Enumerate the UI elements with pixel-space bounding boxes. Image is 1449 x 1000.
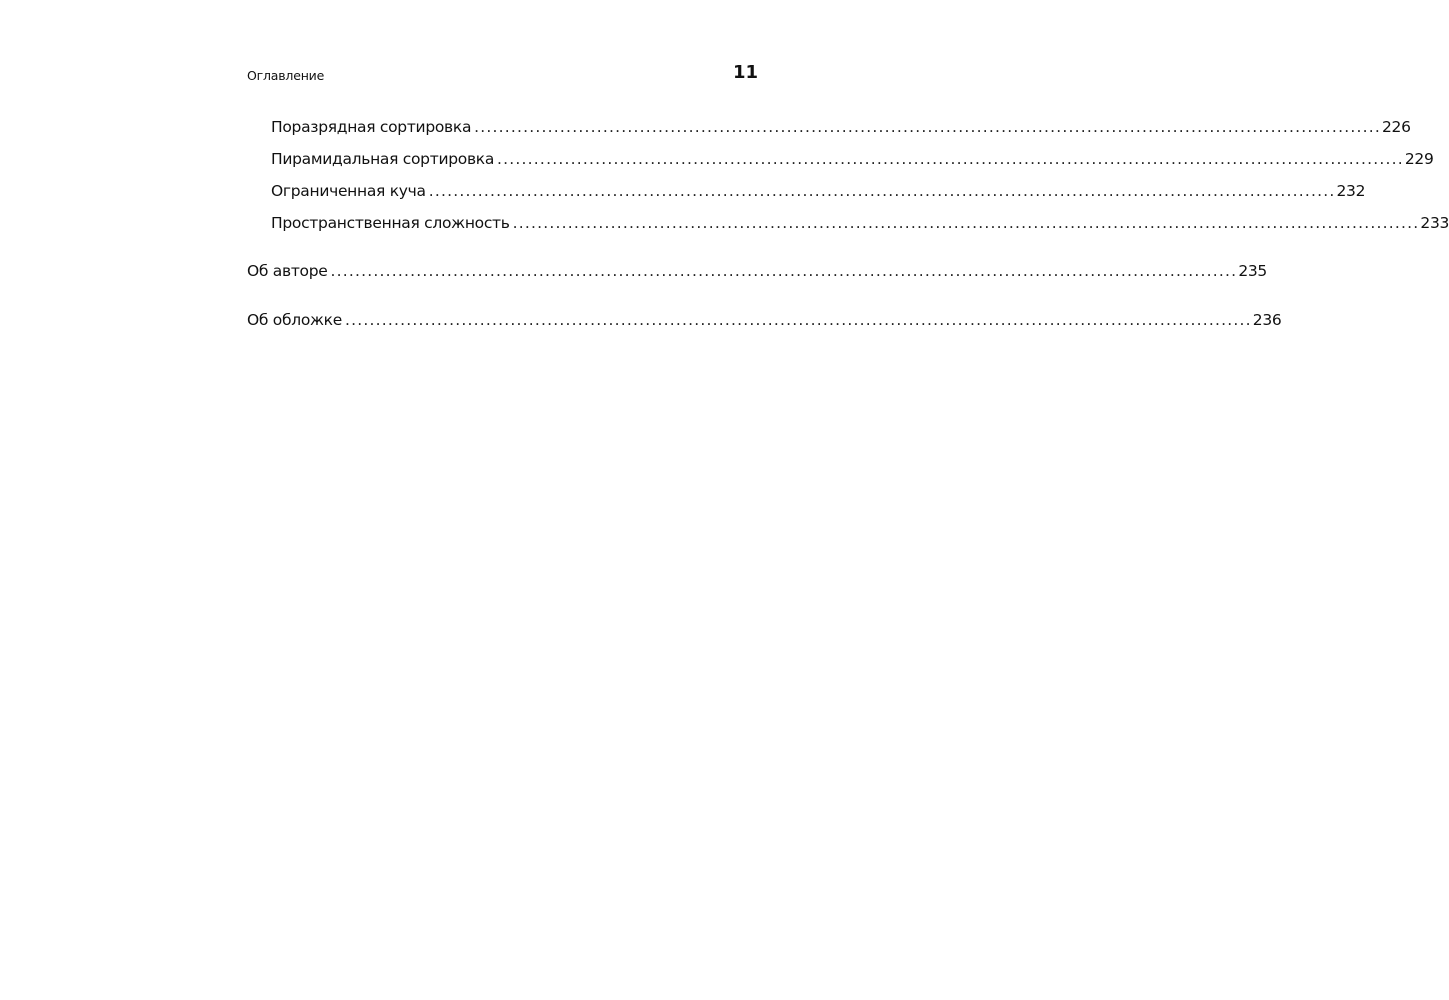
toc-entry-page: 236 — [1252, 311, 1282, 329]
toc-entry-page: 229 — [1404, 150, 1434, 168]
toc-dot-leader: .................................................................................................................................................... — [512, 214, 1420, 232]
toc-entry-title: Об обложке — [247, 311, 342, 329]
page-header — [247, 62, 758, 88]
toc-entry-title: Пирамидальная сортировка — [271, 150, 495, 168]
toc-entry-title: Пространственная сложность — [271, 214, 510, 232]
toc-entry-radix-sort[interactable] — [271, 118, 1411, 140]
toc-entry-page: 233 — [1420, 214, 1449, 232]
toc-entry-title: Об авторе — [247, 262, 328, 280]
toc-entry-page: 235 — [1238, 262, 1267, 280]
toc-entry-title: Поразрядная сортировка — [271, 118, 472, 136]
page-number: 11 — [732, 62, 758, 83]
toc-dot-leader: .................................................................................................................................................... — [474, 118, 1381, 136]
toc-dot-leader: .................................................................................................................................................... — [344, 311, 1252, 329]
toc-entry-page: 226 — [1381, 118, 1411, 136]
toc-entry-about-cover[interactable] — [247, 311, 1282, 333]
toc-entry-about-author[interactable] — [247, 262, 1267, 284]
toc-dot-leader: .................................................................................................................................................... — [428, 182, 1336, 200]
toc-entry-title: Ограниченная куча — [271, 182, 426, 200]
toc-entry-page: 232 — [1336, 182, 1366, 200]
toc-dot-leader: .................................................................................................................................................... — [497, 150, 1404, 168]
toc-entry-space-complexity[interactable] — [271, 214, 1449, 236]
toc-entry-bounded-heap[interactable] — [271, 182, 1366, 204]
running-head: Оглавление — [247, 68, 325, 83]
toc-dot-leader: .................................................................................................................................................... — [330, 262, 1238, 280]
toc-entry-heap-sort[interactable] — [271, 150, 1434, 172]
